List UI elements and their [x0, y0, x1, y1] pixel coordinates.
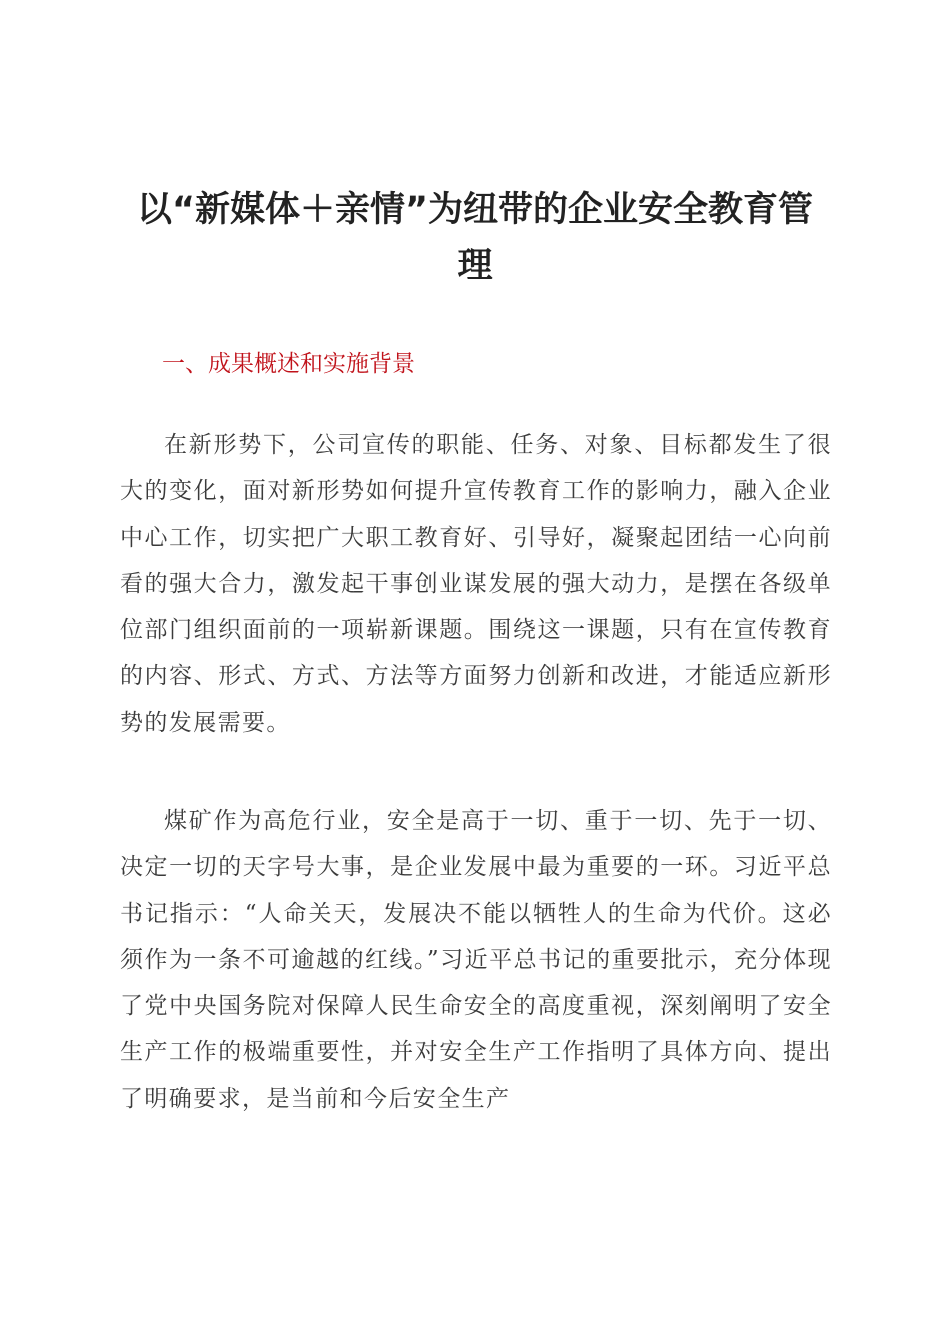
- document-title: 以“新媒体＋亲情”为纽带的企业安全教育管理: [136, 190, 813, 286]
- body-paragraph: 煤矿作为高危行业，安全是高于一切、重于一切、先于一切、决定一切的天字号大事，是企业发展中最为重要的一环。习近平总书记指示：“人命关天，发展决不能以牺牲人的生命为代价。这必须作为一条不可逾越的红线。”习近平总书记的重要批示，充分体现了党中央国务院对保障人民生命安全的高度重视，深刻阐明了安全生产工作的极端重要性，并对安全生产工作指明了具体方向、提出了明确要求，是当前和今后安全生产: [120, 808, 832, 1112]
- body-paragraph: 在新形势下，公司宣传的职能、任务、对象、目标都发生了很大的变化，面对新形势如何提升宣传教育工作的影响力，融入企业中心工作，切实把广大职工教育好、引导好，凝聚起团结一心向前看的强大合力，激发起干事创业谋发展的强大动力，是摆在各级单位部门组织面前的一项崭新课题。围绕这一课题，只有在宣传教育的内容、形式、方式、方法等方面努力创新和改进，才能适应新形势的发展需要。: [120, 432, 832, 736]
- section-heading: 一、成果概述和实施背景: [162, 351, 415, 377]
